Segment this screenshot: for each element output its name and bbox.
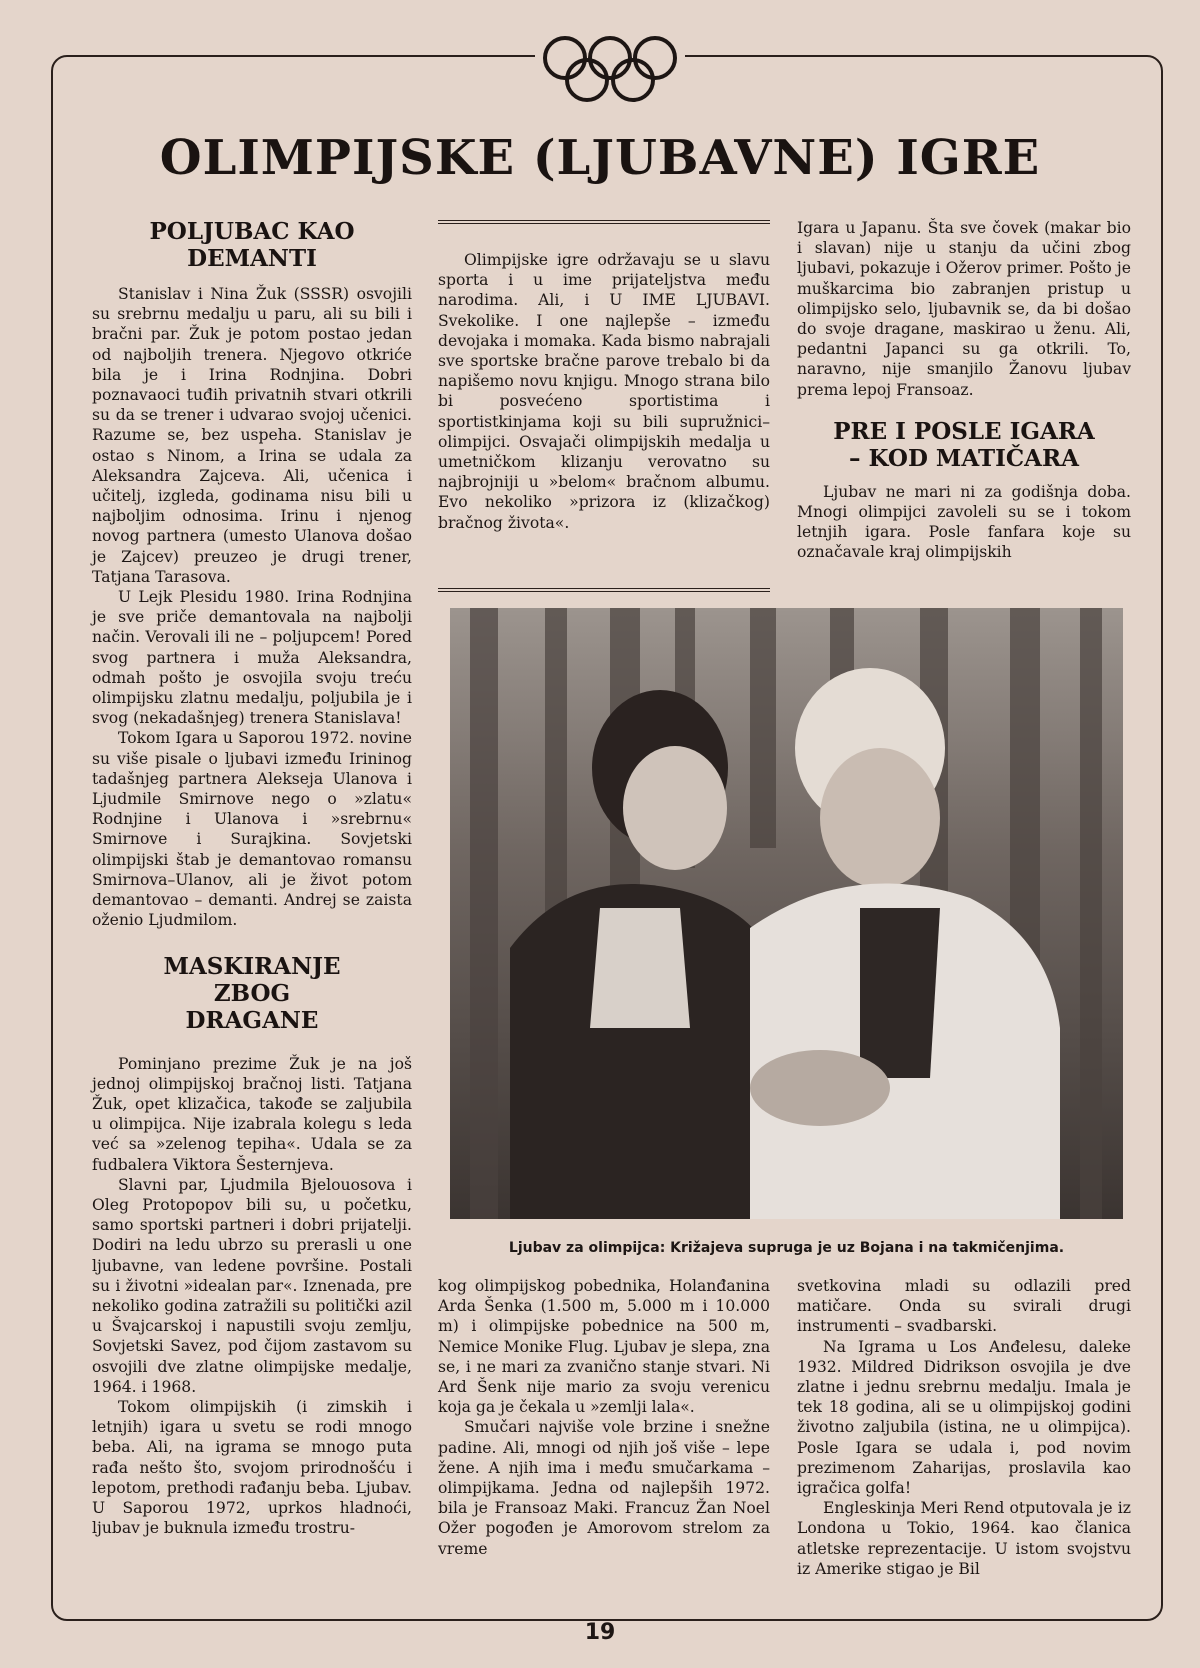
paragraph: Smučari najviše vole brzine i snežne padine. Ali, mnogi od njih još više – lepe žene. A njih ima i među smučarkama – olimpijkama. Jedna od najlepših 1972. bila je Fransoaz Maki. Francuz Žan Noel Ožer pogođen je Amorovom strelom za vreme [438,1418,770,1558]
column-2-bottom [438,1276,770,1559]
column-2-top [438,250,770,533]
paragraph: svetkovina mladi su odlazili pred matičare. Onda su svirali drugi instrumenti – svadbarski. [797,1277,1131,1336]
section-heading-disguise: MASKIRANJE ZBOG DRAGANE [163,952,341,1034]
column-rule [438,220,770,224]
paragraph: Slavni par, Ljudmila Bjelouosova i Oleg Protopopov bili su, u početku, samo sportski partneri i dobri prijatelji. Dodiri na ledu ubrzo su prerasli u one ljubavne, van ledene površine. Postali su i životni »idealan par«. Iznenada, pre nekoliko godina zatražili su politički azil u Švajcarskoj i napustili svoju zemlju, Sovjetski Savez, pod čijom zastavom su osvojili dve zlatne olimpijske medalje, 1964. i 1968. [92,1175,412,1396]
page-title: OLIMPIJSKE (LJUBAVNE) IGRE [159,130,1041,186]
olympic-rings-icon [535,30,685,110]
column-rule [438,588,770,592]
column-1 [92,218,412,1538]
column-3-bottom [797,1276,1131,1579]
paragraph: Tokom Igara u Saporou 1972. novine su više pisale o ljubavi između Irininog tadašnjeg partnera Alekseja Ulanova i Ljudmile Smirnove nego o »zlatu« Rodnjine i Ulanova i »srebrnu« Smirnove i Surajkina. Sovjetski olimpijski štab je demantovao romansu Smirnova–Ulanov, ali je život potom demantovao – demanti. Andrej se zaista oženio Ljudmilom. [92,729,412,930]
paragraph: Igara u Japanu. Šta sve čovek (makar bio i slavan) nije u stanju da učini zbog ljubavi, pokazuje i Ožerov primer. Pošto je muškarcima bio zabranjen pristup u olimpijsko selo, ljubavnik se, da bi došao do svoje dragane, maskirao u ženu. Ali, pedantni Japanci su ga otkrili. To, naravno, nije smanjilo Žanovu ljubav prema lepoj Fransoaz. [797,219,1131,399]
paragraph: Stanislav i Nina Žuk (SSSR) osvojili su srebrnu medalju u paru, ali su bili i bračni par. Žuk je potom postao jedan od najboljih trenera. Njegovo otkriće bila je i Irina Rodnjina. Dobri poznavaoci tuđih privatnih stvari otkrili su da se trener i udvarao svojoj učenici. Razume se, bez uspeha. Stanislav je ostao s Ninom, a Irina se udala za Aleksandra Zajceva. Ali, učenica i učitelj, izgleda, godinama nisu bili u najboljim odnosima. Irinu i njenog novog partnera (umesto Ulanova došao je Zajcev) preuzeo je drugi trener, Tatjana Tarasova. [92,285,412,586]
paragraph: Engleskinja Meri Rend otputovala je iz Londona u Tokio, 1964. kao članica atletske reprezentacije. U istom svojstvu iz Amerike stigao je Bil [797,1499,1131,1578]
paragraph: Olimpijske igre održavaju se u slavu sporta i u ime prijateljstva među narodima. Ali, i U IME LJUBAVI. Svekolike. I one najlepše – između devojaka i momaka. Kada bismo nabrajali sve sportske bračne parove trebalo bi da napišemo novu knjigu. Mnogo strana bilo bi posvećeno sportistima i sportistkinjama koji su bili supružnici–olimpijci. Osvajači olimpijskih medalja u umetničkom klizanju verovatno su najbrojniji u »belom« bračnom albumu. Evo nekoliko »prizora iz (klizačkog) bračnog života«. [438,251,770,532]
column-3-top [797,218,1131,563]
paragraph: kog olimpijskog pobednika, Holanđanina Arda Šenka (1.500 m, 5.000 m i 10.000 m) i olimpijske pobednice na 500 m, Nemice Monike Flug. Ljubav je slepa, zna se, i ne mari za zvanično stanje stvari. Ni Ard Šenk nije mario za svoju verenicu koja ga je čekala u »zemlji lala«. [438,1277,770,1417]
section-heading-kiss: POLJUBAC KAO DEMANTI [149,218,355,272]
paragraph: U Lejk Plesidu 1980. Irina Rodnjina je sve priče demantovala na najbolji način. Verovali ili ne – poljupcem! Pored svog partnera i muža Aleksandra, odmah pošto je osvojila svoju treću olimpijsku zlatnu medalju, poljubila je i svog (nekadašnjeg) trenera Stanislava! [92,588,412,728]
paragraph: Pominjano prezime Žuk je na još jednoj olimpijskoj bračnoj listi. Tatjana Žuk, opet klizačica, takođe se zaljubila u olimpijca. Nije izabrala kolegu s leda već sa »zelenog tepiha«. Udala se za fudbalera Viktora Šesternjeva. [92,1054,412,1174]
page-number: 19 [584,1620,616,1645]
paragraph: Na Igrama u Los Anđelesu, daleke 1932. Mildred Didrikson osvojila je dve zlatne i jednu srebrnu medalju. Imala je tek 18 godina, ali se u olimpijskoj godini životno zaljubila (istina, ne u olimpijca). Posle Igara se udala i, pod novim prezimenom Zaharijas, proslavila kao igračica golfa! [797,1337,1131,1498]
paragraph: Ljubav ne mari ni za godišnja doba. Mnogi olimpijci zavoleli su se i tokom letnjih igara. Posle fanfara koje su označavale kraj olimpijskih [797,482,1131,562]
photo-caption: Ljubav za olimpijca: Križajeva supruga je uz Bojana i na takmičenjima. [508,1240,1065,1256]
photo-illustration [450,608,1123,1219]
couple-photo [450,608,1123,1219]
section-heading-registrar: PRE I POSLE IGARA – KOD MATIČARA [833,417,1095,472]
paragraph: Tokom olimpijskih (i zimskih i letnjih) igara u svetu se rodi mnogo beba. Ali, na igrama se mnogo puta rađa nešto što, svojom prirodnošću i lepotom, prethodi rađanju beba. Ljubav. U Saporou 1972, uprkos hladnoći, ljubav je buknula između trostru- [92,1397,412,1538]
